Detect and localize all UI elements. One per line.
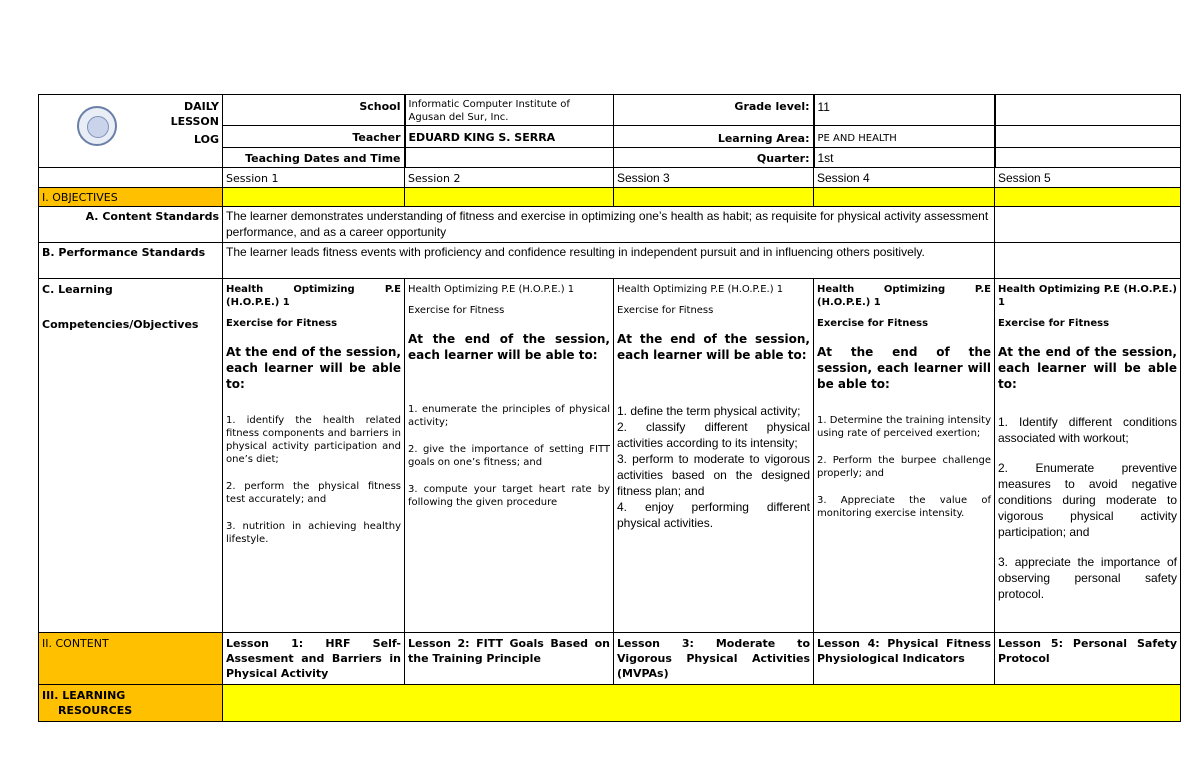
session-1-item-2: 2. perform the physical fitness test accurately; and: [226, 481, 401, 505]
session-header-1: Session 1: [223, 168, 405, 188]
learning-resources-line-1: III. LEARNING: [42, 689, 126, 702]
objectives-label: I. OBJECTIVES: [39, 188, 223, 207]
session-4-item-2: 2. Perform the burpee challenge properly; and: [817, 455, 991, 479]
learning-area-value: PE AND HEALTH: [814, 126, 995, 148]
lesson-1: Lesson 1: HRF Self-Assesment and Barriers in Physical Activity: [223, 633, 405, 685]
session-4-item-1: 1. Determine the training intensity using rate of perceived exertion;: [817, 415, 991, 439]
competencies-label: [39, 279, 223, 633]
session-4-intro: At the end of the session, each learner will be able to:: [817, 345, 991, 391]
session-1-topic: Exercise for Fitness: [226, 318, 338, 329]
performance-standards-label: B. Performance Standards: [39, 243, 223, 279]
learning-resources-line-2: RESOURCES: [58, 704, 133, 717]
session-3-item-3: 3. perform to moderate to vigorous activities based on the designed fitness plan; and: [617, 452, 810, 498]
session-2-item-3: 3. compute your target heart rate by following the given procedure: [408, 484, 610, 508]
lesson-3: Lesson 3: Moderate to Vigorous Physical Activities (MVPAs): [614, 633, 814, 685]
performance-standards-text: The learner leads fitness events with proficiency and confidence resulting in independent pursuit and in influencing others positively.: [223, 243, 995, 279]
session-5-item-2: 2. Enumerate preventive measures to avoid negative conditions during moderate to vigorous physical activity participation; and: [998, 461, 1177, 539]
session-2-item-2: 2. give the importance of setting FITT goals on one’s fitness; and: [408, 444, 610, 468]
session-5-item-3: 3. appreciate the importance of observing personal safety protocol.: [998, 555, 1177, 601]
teaching-dates-label: Teaching Dates and Time: [223, 148, 405, 168]
session-4-item-3: 3. Appreciate the value of monitoring exercise intensity.: [817, 495, 991, 519]
learning-area-label: Learning Area:: [614, 126, 814, 148]
session-5-course: Health Optimizing P.E (H.O.P.E.) 1: [998, 284, 1177, 308]
session-2-topic: Exercise for Fitness: [408, 305, 505, 316]
school-value: Informatic Computer Institute of Agusan del Sur, Inc.: [405, 95, 614, 126]
session-2-course: Health Optimizing P.E (H.O.P.E.) 1: [408, 284, 575, 295]
competencies-label-line-2: Competencies/Objectives: [42, 318, 199, 331]
lesson-4: Lesson 4: Physical Fitness Physiological Indicators: [814, 633, 995, 685]
teacher-label: Teacher: [223, 126, 405, 148]
title-line-daily: DAILY: [184, 100, 219, 113]
session-2-objectives: [405, 279, 614, 633]
session-3-item-2: 2. classify different physical activities according to its intensity;: [617, 420, 810, 450]
deped-seal-icon: [77, 106, 117, 146]
teacher-value: EDUARD KING S. SERRA: [405, 126, 614, 148]
daily-lesson-log-title: [39, 95, 223, 168]
session-3-intro: At the end of the session, each learner will be able to:: [617, 332, 810, 362]
learning-resources-fill: [223, 685, 1181, 722]
session-3-item-4: 4. enjoy performing different physical activities.: [617, 500, 810, 530]
teaching-dates-value: [405, 148, 614, 168]
session-5-topic: Exercise for Fitness: [998, 318, 1110, 329]
session-header-4: Session 4: [814, 168, 995, 188]
session-3-course: Health Optimizing P.E (H.O.P.E.) 1: [617, 284, 784, 295]
session-header-3: Session 3: [614, 168, 814, 188]
content-standards-label: A. Content Standards: [39, 207, 223, 243]
lesson-log-table: [38, 94, 1181, 722]
grade-level-label: Grade level:: [614, 95, 814, 126]
header-blank-1: [995, 95, 1181, 126]
header-blank-3: [995, 148, 1181, 168]
title-line-lesson: LESSON: [170, 115, 219, 128]
session-header-2: Session 2: [405, 168, 614, 188]
competencies-label-line-1: C. Learning: [42, 283, 113, 296]
session-4-objectives: [814, 279, 995, 633]
session-1-intro: At the end of the session, each learner will be able to:: [226, 345, 401, 391]
session-1-objectives: [223, 279, 405, 633]
learning-resources-label: [39, 685, 223, 722]
session-5-objectives: [995, 279, 1181, 633]
content-label: II. CONTENT: [39, 633, 223, 685]
session-4-course: Health Optimizing P.E (H.O.P.E.) 1: [817, 284, 991, 308]
session-row-blank: [39, 168, 223, 188]
quarter-value: 1st: [814, 148, 995, 168]
title-line-log: LOG: [194, 133, 219, 146]
quarter-label: Quarter:: [614, 148, 814, 168]
objectives-fill-3: [614, 188, 814, 207]
header-blank-2: [995, 126, 1181, 148]
session-1-course: Health Optimizing P.E (H.O.P.E.) 1: [226, 284, 401, 308]
session-5-item-1: 1. Identify different conditions associated with workout;: [998, 415, 1177, 445]
content-standards-blank: [995, 207, 1181, 243]
objectives-fill-1: [223, 188, 405, 207]
session-2-item-1: 1. enumerate the principles of physical activity;: [408, 404, 610, 428]
session-3-objectives: [614, 279, 814, 633]
session-header-5: Session 5: [995, 168, 1181, 188]
content-standards-text: The learner demonstrates understanding of fitness and exercise in optimizing one’s health as habit; as requisite for physical activity assessment performance, and as a career opportunity: [223, 207, 995, 243]
session-3-item-1: 1. define the term physical activity;: [617, 404, 801, 418]
session-3-topic: Exercise for Fitness: [617, 305, 714, 316]
daily-lesson-log-sheet: [38, 94, 1180, 722]
grade-level-value: 11: [814, 95, 995, 126]
session-1-item-3: 3. nutrition in achieving healthy lifestyle.: [226, 521, 401, 545]
session-4-topic: Exercise for Fitness: [817, 318, 929, 329]
objectives-fill-4: [814, 188, 995, 207]
session-2-intro: At the end of the session, each learner will be able to:: [408, 332, 610, 362]
objectives-fill-2: [405, 188, 614, 207]
session-1-item-1: 1. identify the health related fitness components and barriers in physical activity participation and one’s diet;: [226, 415, 401, 465]
lesson-2: Lesson 2: FITT Goals Based on the Training Principle: [405, 633, 614, 685]
school-label: School: [223, 95, 405, 126]
session-5-intro: At the end of the session, each learner will be able to:: [998, 345, 1177, 391]
lesson-5: Lesson 5: Personal Safety Protocol: [995, 633, 1181, 685]
objectives-fill-5: [995, 188, 1181, 207]
performance-standards-blank: [995, 243, 1181, 279]
